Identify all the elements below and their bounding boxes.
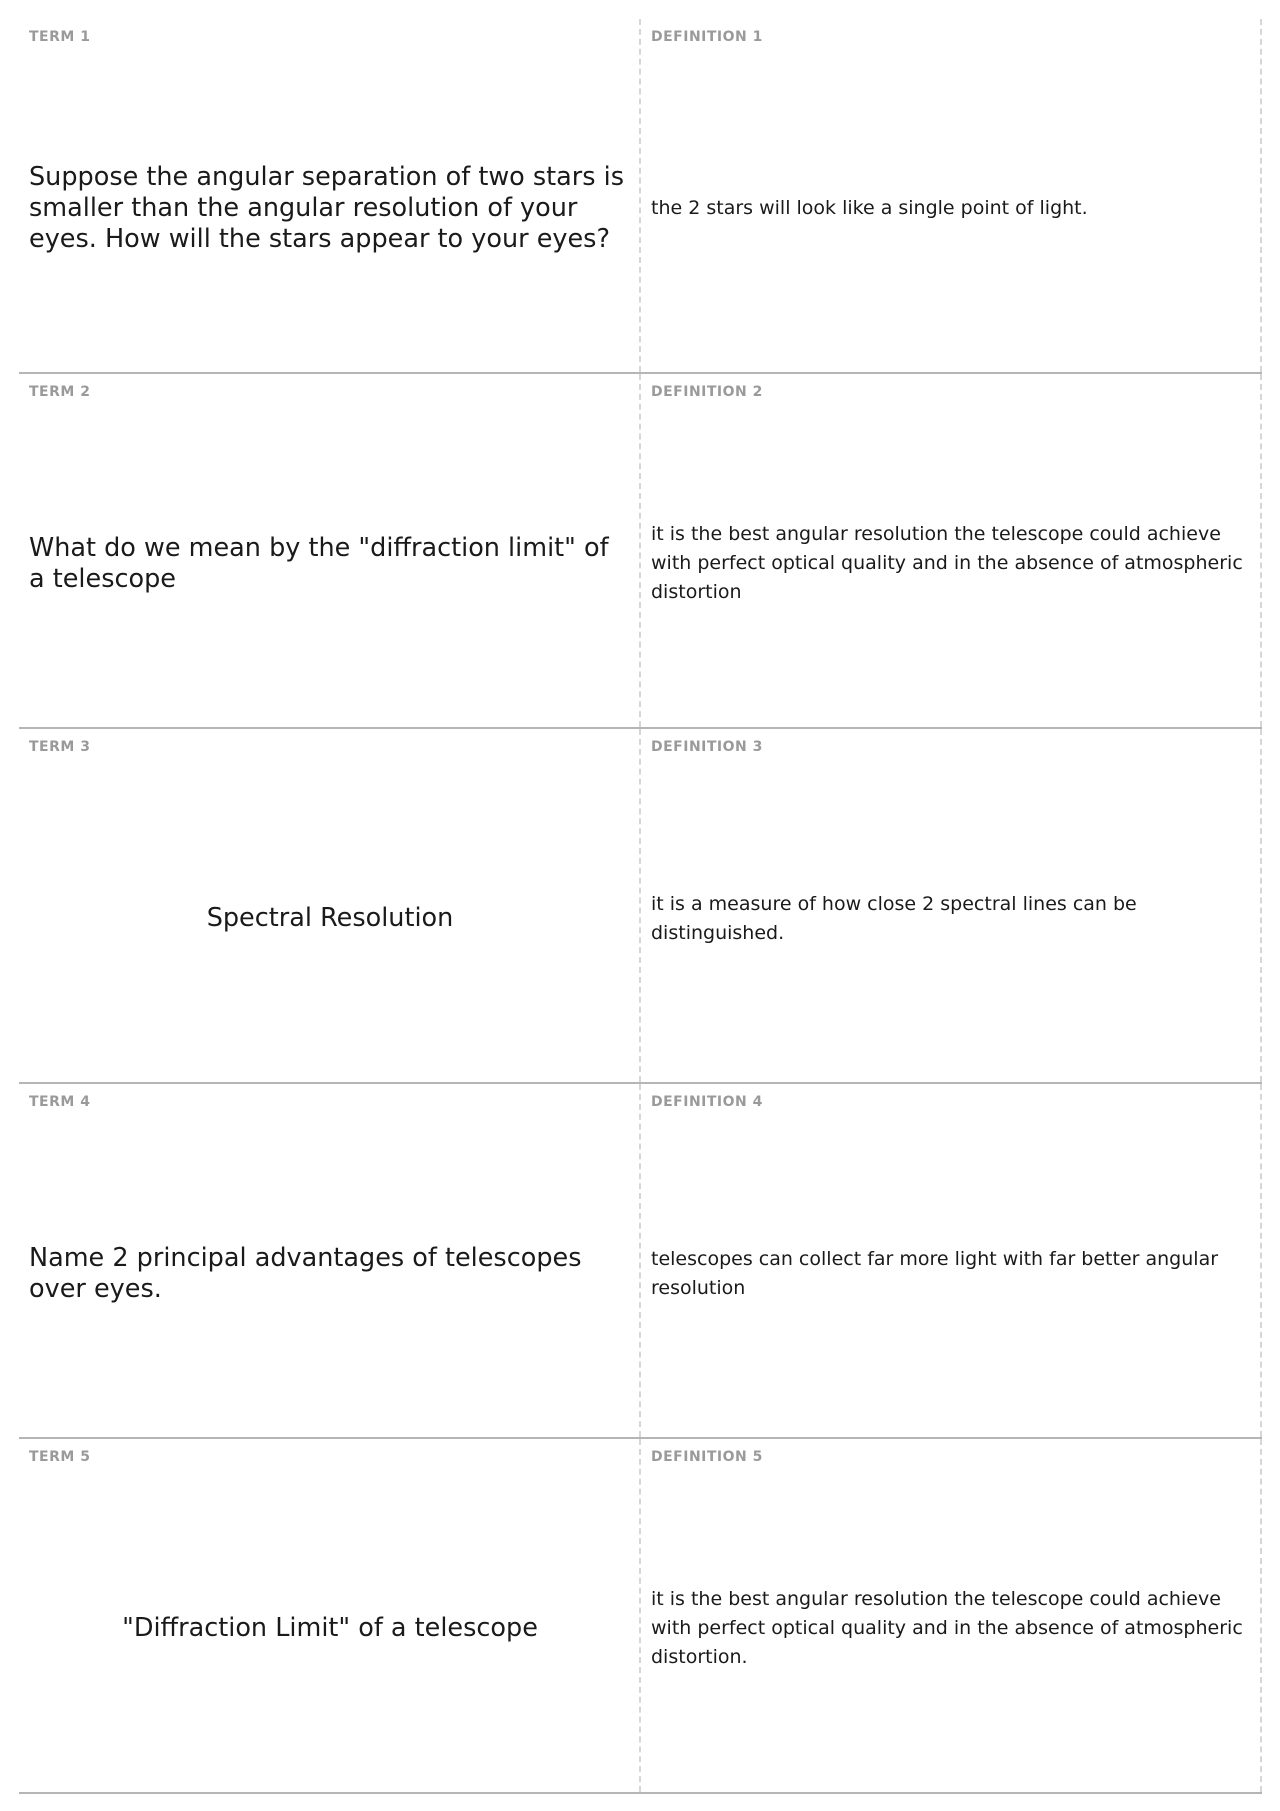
flashcard-row [19,1439,1262,1794]
definition-cell [641,374,1262,727]
term-body [29,1475,631,1782]
term-label: TERM 4 [29,1094,91,1110]
definition-text: telescopes can collect far more light with far better angular resolution [651,1247,1219,1299]
definition-body [651,765,1252,1072]
term-body [29,1120,631,1427]
definition-label: DEFINITION 5 [651,1449,763,1465]
definition-label: DEFINITION 4 [651,1094,763,1110]
definition-text: it is a measure of how close 2 spectral lines can be distinguished. [651,892,1137,944]
definition-cell [641,19,1262,372]
definition-cell [641,1084,1262,1437]
flashcard-sheet [19,19,1262,1794]
term-text: Name 2 principal advantages of telescopes over eyes. [29,1242,582,1304]
term-cell [19,1084,641,1437]
term-text: What do we mean by the "diffraction limit" of a telescope [29,532,609,594]
term-body [29,410,631,717]
definition-text: it is the best angular resolution the telescope could achieve with perfect optical quality and in the absence of atmospheric distortion. [651,1588,1243,1668]
term-text: "Diffraction Limit" of a telescope [122,1613,538,1643]
flashcard-row [19,374,1262,729]
term-text: Suppose the angular separation of two stars is smaller than the angular resolution of your eyes. How will the stars appear to your eyes? [29,162,625,254]
term-text: Spectral Resolution [206,903,454,933]
definition-text: the 2 stars will look like a single point of light. [651,197,1088,219]
term-label: TERM 3 [29,739,91,755]
definition-body [651,1475,1252,1782]
definition-body [651,55,1252,362]
definition-body [651,1120,1252,1427]
flashcard-row [19,1084,1262,1439]
term-cell [19,374,641,727]
definition-cell [641,1439,1262,1792]
term-label: TERM 5 [29,1449,91,1465]
definition-label: DEFINITION 2 [651,384,763,400]
flashcard-row [19,19,1262,374]
term-label: TERM 2 [29,384,91,400]
term-body [29,55,631,362]
definition-label: DEFINITION 3 [651,739,763,755]
definition-label: DEFINITION 1 [651,29,763,45]
definition-text: it is the best angular resolution the telescope could achieve with perfect optical quality and in the absence of atmospheric distortion [651,523,1243,603]
term-cell [19,729,641,1082]
term-label: TERM 1 [29,29,91,45]
term-body [29,765,631,1072]
definition-cell [641,729,1262,1082]
definition-body [651,410,1252,717]
term-cell [19,1439,641,1792]
term-cell [19,19,641,372]
flashcard-row [19,729,1262,1084]
